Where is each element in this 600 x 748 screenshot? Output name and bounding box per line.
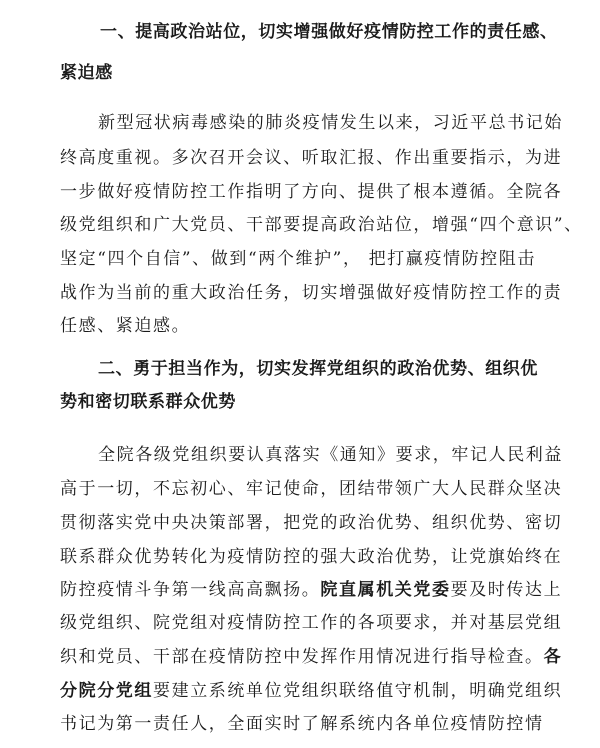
section1-paragraph-line-7: 任感、紧迫感。 <box>60 316 191 336</box>
section2-paragraph-line-1: 全院各级党组织要认真落实《通知》要求，牢记人民利益 <box>98 445 563 465</box>
emphasis-direct-party-committee: 院直属机关党委 <box>320 580 451 600</box>
line5-text: 防控疫情斗争第一线高高飘扬。 <box>60 580 321 600</box>
section1-paragraph-line-5: 坚定“四个自信”、做到“两个维护”， 把打赢疫情防控阻击 <box>60 249 536 269</box>
section1-paragraph-line-2: 终高度重视。多次召开会议、听取汇报、作出重要指示，为进 <box>60 148 563 168</box>
section1-paragraph-line-4: 级党组织和广大党员、干部要提高政治站位，增强“四个意识”、 <box>60 215 583 235</box>
section2-paragraph-line-5 <box>60 578 563 602</box>
section2-heading-line-2: 势和密切联系群众优势 <box>60 392 236 412</box>
emphasis-branch-party-group: 分院分党组 <box>60 681 153 701</box>
emphasis-branch-start: 各 <box>543 647 563 667</box>
section2-heading-line-1: 二、勇于担当作为，切实发挥党组织的政治优势、组织优 <box>98 359 538 379</box>
line7-text: 织和党员、干部在疫情防控中发挥作用情况进行指导检查。 <box>60 647 544 667</box>
section1-paragraph-line-6: 战作为当前的重大政治任务，切实增强做好疫情防控工作的责 <box>60 283 563 303</box>
section2-paragraph-line-2: 高于一切，不忘初心、牢记使命，团结带领广大人民群众坚决 <box>60 479 563 499</box>
section1-paragraph-line-1: 新型冠状病毒感染的肺炎疫情发生以来，习近平总书记始 <box>98 113 563 133</box>
section2-paragraph-line-4: 联系群众优势转化为疫情防控的强大政治优势，让党旗始终在 <box>60 547 563 567</box>
section1-heading-line-2: 紧迫感 <box>60 63 113 83</box>
line8-rest: 要建立系统单位党组织联络值守机制，明确党组织 <box>153 681 563 701</box>
section1-paragraph-line-3: 一步做好疫情防控工作指明了方向、提供了根本遵循。全院各 <box>60 182 563 202</box>
section2-paragraph-line-6: 级党组织、院党组对疫情防控工作的各项要求，并对基层党组 <box>60 613 563 633</box>
section2-paragraph-line-8 <box>60 679 563 703</box>
section2-paragraph-line-3: 贯彻落实党中央决策部署，把党的政治优势、组织优势、密切 <box>60 513 563 533</box>
section2-paragraph-line-7 <box>60 645 563 669</box>
section1-heading-line-1: 一、提高政治站位，切实增强做好疫情防控工作的责任感、 <box>100 22 558 42</box>
section2-paragraph-line-9: 书记为第一责任人，全面实时了解系统内各单位疫情防控情 <box>60 714 544 734</box>
line5-rest: 要及时传达上 <box>450 580 563 600</box>
